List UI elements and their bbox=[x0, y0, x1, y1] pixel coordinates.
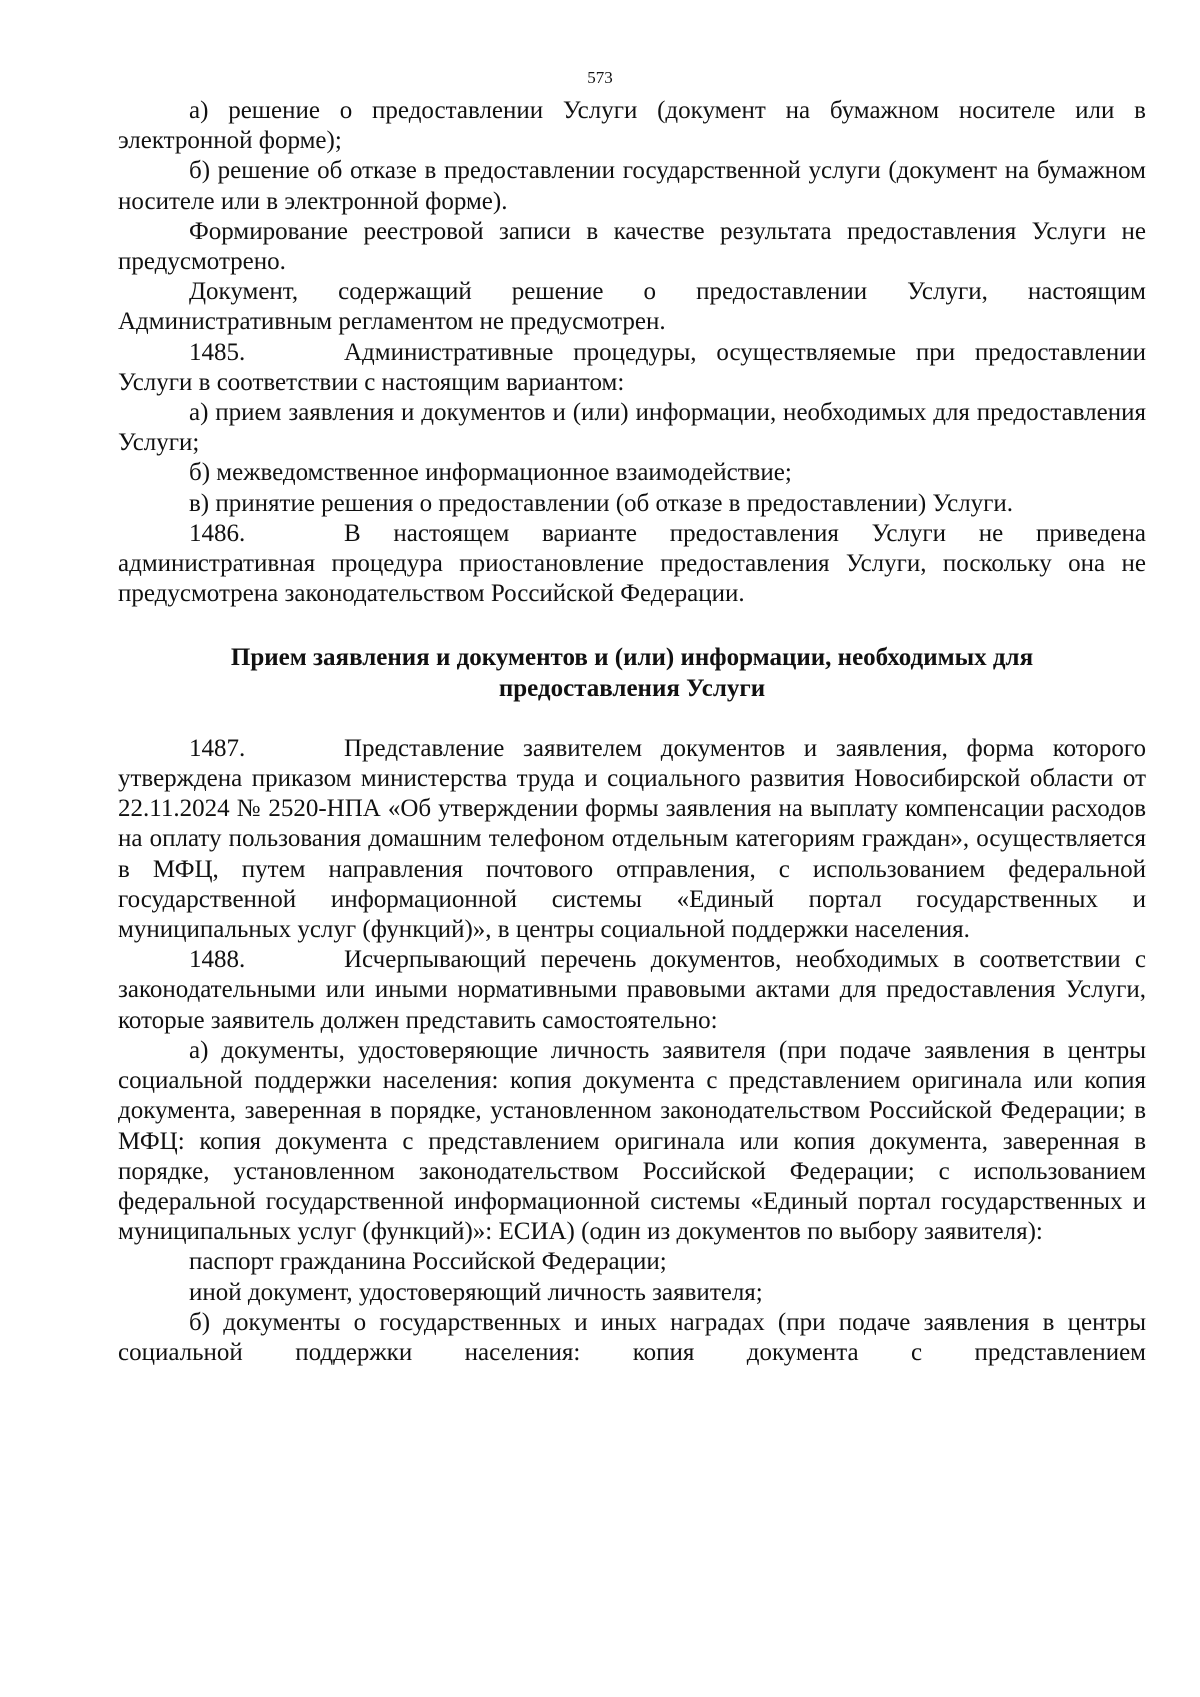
list-item-1485-c: в) принятие решения о предоставлении (об отказе в предоставлении) Услуги. bbox=[189, 489, 1014, 517]
paragraph-decision-document: Документ, содержащий решение о предоставлении Услуги, настоящим Административным регламентом не предусмотрен. bbox=[118, 278, 1146, 336]
list-item-other-id: иной документ, удостоверяющий личность заявителя; bbox=[189, 1278, 763, 1306]
paragraph-decision-refused: б) решение об отказе в предоставлении государственной услуги (документ на бумажном носителе или в электронной форме). bbox=[118, 157, 1146, 215]
list-item-1488-a: а) документы, удостоверяющие личность заявителя (при подаче заявления в центры социальной поддержки населения: копия документа с представлением оригинала или копия документа, заверенная в порядке, установленном законодательством Российской Федерации; в МФЦ: копия документа с представлением оригинала или копия документа, заверенная в порядке, установленном законодательством Российской Федерации; с использованием федеральной государственной информационной системы «Единый портал государственных и муниципальных услуг (функций)»: ЕСИА) (один из документов по выбору заявителя): bbox=[118, 1036, 1146, 1246]
page-number: 573 bbox=[587, 68, 613, 87]
section-heading bbox=[118, 643, 1146, 703]
clause-1488 bbox=[118, 945, 1146, 1036]
clause-1485 bbox=[118, 338, 1146, 398]
clause-text: Представление заявителем документов и заявления, форма которого утверждена приказом министерства труда и социального развития Новосибирской области от 22.11.2024 № 2520-НПА «Об утверждении формы заявления на выплату компенсации расходов на оплату пользования домашним телефоном отдельным категориям граждан», осуществляется в МФЦ, путем направления почтового отправления, с использованием федеральной государственной информационной системы «Единый портал государственных и муниципальных услуг (функций)», в центры социальной поддержки населения. bbox=[118, 734, 1146, 944]
document-body bbox=[118, 96, 1146, 1368]
section-heading-line-2: предоставления Услуги bbox=[498, 674, 766, 702]
clause-text: Административные процедуры, осуществляемые при предоставлении Услуги в соответствии с настоящим вариантом: bbox=[118, 338, 1146, 396]
section-heading-line-1: Прием заявления и документов и (или) информации, необходимых для bbox=[230, 644, 1034, 672]
list-item-1488-b: б) документы о государственных и иных наградах (при подаче заявления в центры социальной поддержки населения: копия документа с представлением bbox=[118, 1308, 1146, 1366]
clause-1487 bbox=[118, 734, 1146, 945]
list-item-passport: паспорт гражданина Российской Федерации; bbox=[189, 1248, 667, 1276]
paragraph-decision-granted: а) решение о предоставлении Услуги (документ на бумажном носителе или в электронной форме); bbox=[118, 97, 1146, 155]
clause-1486 bbox=[118, 519, 1146, 610]
paragraph-registry-record: Формирование реестровой записи в качестве результата предоставления Услуги не предусмотрено. bbox=[118, 217, 1146, 276]
clause-number: 1488. bbox=[189, 946, 246, 974]
clause-text: Исчерпывающий перечень документов, необходимых в соответствии с законодательными или иными нормативными правовыми актами для предоставления Услуги, которые заявитель должен представить самостоятельно: bbox=[118, 946, 1146, 1034]
clause-number: 1487. bbox=[189, 734, 246, 762]
list-item-1485-a: а) прием заявления и документов и (или) информации, необходимых для предоставления Услуги; bbox=[118, 399, 1146, 457]
list-item-1485-b: б) межведомственное информационное взаимодействие; bbox=[189, 459, 792, 487]
clause-number: 1486. bbox=[189, 519, 246, 547]
clause-number: 1485. bbox=[189, 338, 246, 366]
clause-text: В настоящем варианте предоставления Услуги не приведена административная процедура приостановление предоставления Услуги, поскольку она не предусмотрена законодательством Российской Федерации. bbox=[118, 519, 1146, 608]
